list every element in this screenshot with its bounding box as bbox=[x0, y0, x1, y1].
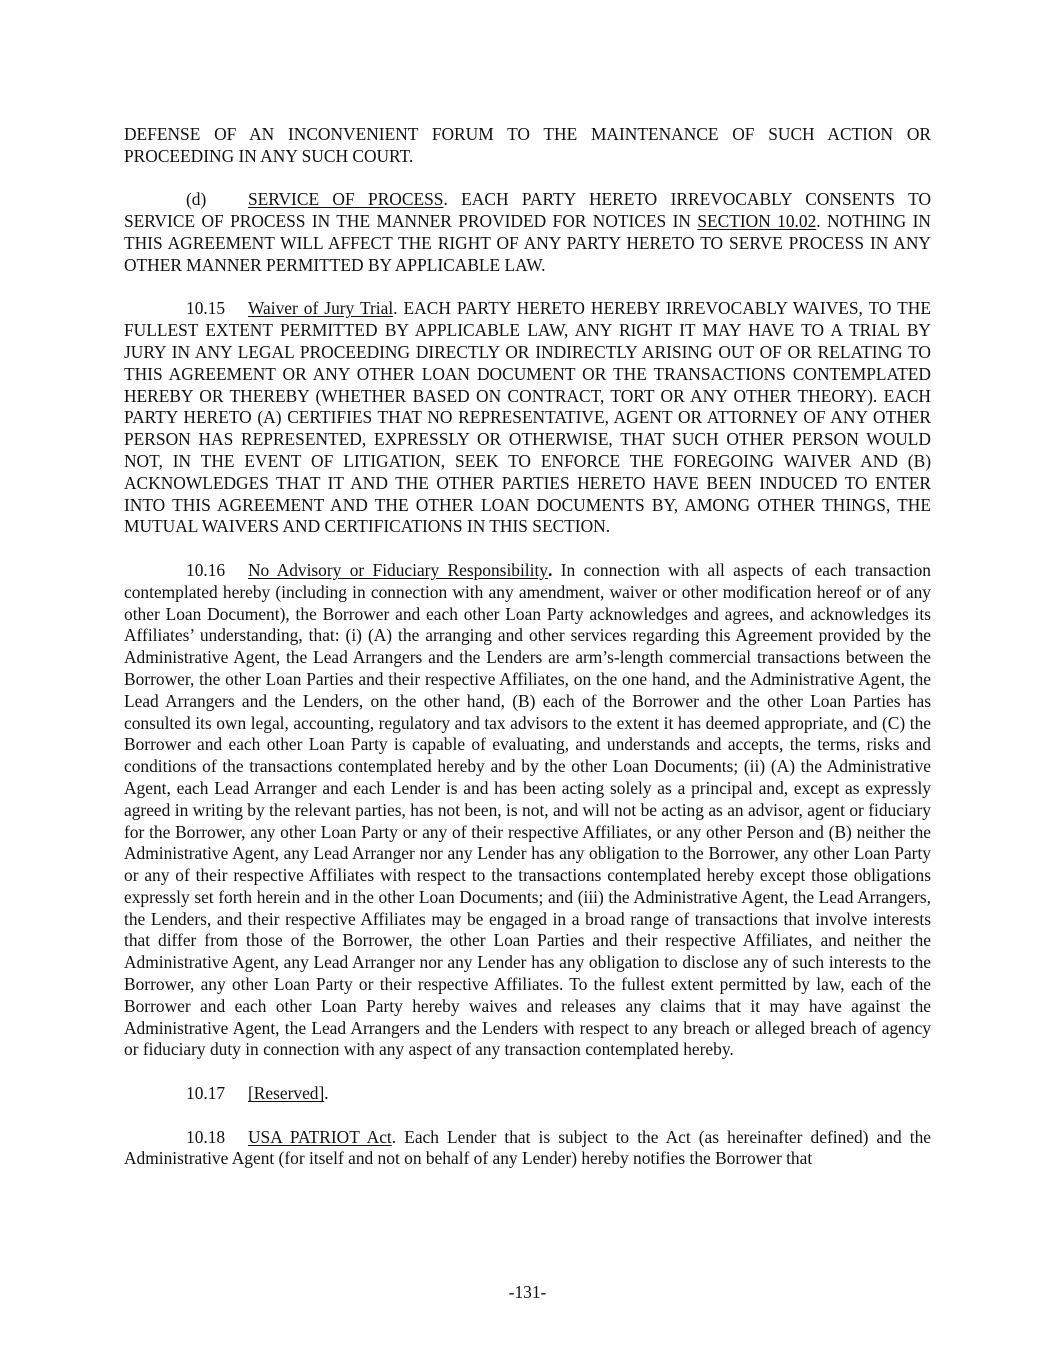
section-number: 10.16 bbox=[186, 559, 226, 580]
section-10-15 bbox=[124, 298, 931, 538]
section-reference: SECTION 10.02 bbox=[697, 211, 817, 232]
section-body: Each Lender that is subject to the Act (as hereinafter defined) and the Administrative Agent (for itself and not on behalf of any Lender) hereby notifies the Borrower that bbox=[124, 1126, 932, 1169]
section-heading: Waiver of Jury Trial bbox=[248, 298, 394, 319]
section-heading: USA PATRIOT Act bbox=[248, 1126, 392, 1147]
section-heading-punct: . bbox=[548, 559, 553, 580]
clause-text: EACH PARTY HERETO IRREVOCABLY CONSENTS TO SERVICE OF PROCESS IN THE MANNER PROVIDED FOR NOTICES IN bbox=[124, 189, 932, 232]
continuation-text: DEFENSE OF AN INCONVENIENT FORUM TO THE MAINTENANCE OF SUCH ACTION OR PROCEEDING IN ANY SUCH COURT. bbox=[124, 124, 931, 166]
section-10-16 bbox=[124, 560, 931, 1061]
section-number: 10.18 bbox=[186, 1126, 226, 1147]
section-body: In connection with all aspects of each transaction contemplated hereby (including in connection with any amendment, waiver or other modification hereof or of any other Loan Document), the Borrower and each other Loan Party acknowledges and agrees, and acknowledges its Affiliates’ understanding, that: (i) (A) the arranging and other services regarding this Agreement provided by the Administrative Agent, the Lead Arrangers and the Lenders are arm’s-length commercial transactions between the Borrower, the other Loan Parties and their respective Affiliates, on the one hand, and the Administrative Agent, the Lead Arrangers and the Lenders, on the other hand, (B) each of the Borrower and the other Loan Parties has consulted its own legal, accounting, regulatory and tax advisors to the extent it has deemed appropriate, and (C) the Borrower and each other Loan Party is capable of evaluating, and understands and accepts, the terms, risks and conditions of the transactions contemplated hereby and by the other Loan Documents; (ii) (A) the Administrative Agent, each Lead Arranger and each Lender is and has been acting solely as a principal and, except as expressly agreed in writing by the relevant parties, has not been, is not, and will not be acting as an advisor, agent or fiduciary for the Borrower, any other Loan Party or any of their respective Affiliates, or any other Person and (B) neither the Administrative Agent, any Lead Arranger nor any Lender has any obligation to the Borrower, any other Loan Party or any of their respective Affiliates with respect to the transactions contemplated hereby except those obligations expressly set forth herein and in the other Loan Documents; and (iii) the Administrative Agent, the Lead Arrangers, the Lenders, and their respective Affiliates may be engaged in a broad range of transactions that involve interests that differ from those of the Borrower, the other Loan Parties and their respective Affiliates, and neither the Administrative Agent, any Lead Arranger nor any Lender has any obligation to disclose any of such interests to the Borrower, any other Loan Party or their respective Affiliates. To the fullest extent permitted by law, each of the Borrower and each other Loan Party hereby waives and releases any claims that it may have against the Administrative Agent, the Lead Arrangers and the Lenders with respect to any breach or alleged breach of agency or fiduciary duty in connection with any aspect of any transaction contemplated hereby. bbox=[124, 559, 931, 1060]
page-number: -131- bbox=[508, 1282, 547, 1302]
section-10-18 bbox=[124, 1127, 931, 1171]
continuation-paragraph bbox=[124, 124, 931, 168]
section-heading: No Advisory or Fiduciary Responsibility bbox=[248, 559, 548, 580]
section-number: 10.17 bbox=[186, 1083, 226, 1104]
section-heading-punct: . bbox=[324, 1083, 329, 1104]
section-body: EACH PARTY HERETO HEREBY IRREVOCABLY WAIVES, TO THE FULLEST EXTENT PERMITTED BY APPLICABLE LAW, ANY RIGHT IT MAY HAVE TO A TRIAL BY JURY IN ANY LEGAL PROCEEDING DIRECTLY OR INDIRECTLY ARISING OUT OF OR RELATING TO THIS AGREEMENT OR ANY OTHER LOAN DOCUMENT OR THE TRANSACTIONS CONTEMPLATED HEREBY OR THEREBY (WHETHER BASED ON CONTRACT, TORT OR ANY OTHER THEORY). EACH PARTY HERETO (A) CERTIFIES THAT NO REPRESENTATIVE, AGENT OR ATTORNEY OF ANY OTHER PERSON HAS REPRESENTED, EXPRESSLY OR OTHERWISE, THAT SUCH OTHER PERSON WOULD NOT, IN THE EVENT OF LITIGATION, SEEK TO ENFORCE THE FOREGOING WAIVER AND (B) ACKNOWLEDGES THAT IT AND THE OTHER PARTIES HERETO HAVE BEEN INDUCED TO ENTER INTO THIS AGREEMENT AND THE OTHER LOAN DOCUMENTS BY, AMONG OTHER THINGS, THE MUTUAL WAIVERS AND CERTIFICATIONS IN THIS SECTION. bbox=[124, 298, 931, 537]
clause-text-continued: . NOTHING IN THIS AGREEMENT WILL AFFECT THE RIGHT OF ANY PARTY HERETO TO SERVE PROCESS IN ANY OTHER MANNER PERMITTED BY APPLICABLE LAW. bbox=[124, 211, 931, 275]
service-of-process-paragraph bbox=[124, 189, 931, 276]
section-heading-punct: . bbox=[393, 298, 398, 319]
clause-heading-punct: . bbox=[443, 189, 448, 210]
section-number: 10.15 bbox=[186, 298, 226, 319]
section-heading-punct: . bbox=[391, 1126, 397, 1147]
section-10-17 bbox=[124, 1083, 931, 1105]
document-page bbox=[124, 124, 931, 1192]
clause-heading: SERVICE OF PROCESS bbox=[248, 189, 444, 210]
section-heading: [Reserved] bbox=[248, 1083, 325, 1104]
clause-label: (d) bbox=[186, 189, 207, 210]
